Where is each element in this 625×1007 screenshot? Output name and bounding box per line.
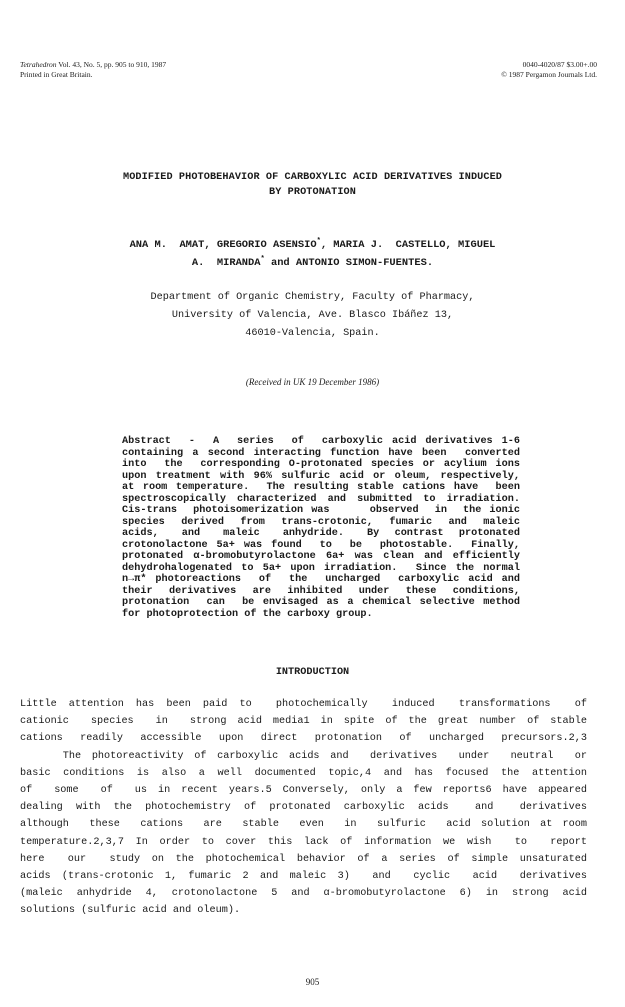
abstract-line: protonated α-bromobutyrolactone 6a+ was clean and efficiently [122, 551, 520, 562]
abstract-line: for photoprotection of the carboxy group. [122, 608, 373, 620]
abstract-line: species derived from trans-crotonic, fumaric and maleic [122, 516, 520, 528]
title-line-2: BY PROTONATION [269, 187, 356, 198]
abstract-line: at room temperature. The resulting stable cations have been [122, 482, 520, 493]
authors-line-2a: A. MIRANDA [191, 257, 261, 269]
body-line: although these cations are stable even in sulfuric acid solution at room [20, 819, 587, 831]
corresponding-mark-2: * [260, 255, 265, 264]
body-line: of some of us in recent years.5 Conversely, only a few reports6 have appeared [20, 785, 587, 797]
introduction-body [20, 696, 587, 920]
abstract-line: n→π* photoreactions of the uncharged carboxylic acid and [122, 574, 520, 585]
affiliation [0, 289, 625, 343]
received-date: (Received in UK 19 December 1986) [245, 377, 380, 387]
authors-line-1a: ANA M. AMAT, GREGORIO ASENSIO [129, 239, 317, 251]
body-line: cations readily accessible upon direct protonation of uncharged precursors.2,3 [20, 733, 587, 745]
copyright-line: © 1987 Pergamon Journals Ltd. [501, 70, 597, 79]
body-line: The photoreactivity of carboxylic acids and derivatives under neutral or [20, 750, 587, 762]
journal-header-right [501, 60, 597, 80]
abstract-line: dehydrohalogenated to 5a+ upon irradiation. Since the normal [122, 562, 520, 574]
corresponding-mark-1: * [316, 237, 321, 246]
abstract-line: Abstract - A series of carboxylic acid derivatives 1-6 [122, 436, 520, 447]
paper-title [0, 170, 625, 200]
body-line: here our study on the photochemical behavior of a series of simple unsaturated [20, 853, 587, 865]
affiliation-line-1: Department of Organic Chemistry, Faculty of Pharmacy, [150, 292, 475, 303]
body-line: cationic species in strong acid media1 in spite of the great number of stable [20, 716, 587, 728]
abstract-line: upon treatment with 96% sulfuric acid or oleum, respectively, [122, 470, 520, 482]
body-line: solutions (sulfuric acid and oleum). [20, 905, 241, 917]
authors-line-2b: and ANTONIO SIMON-FUENTES. [264, 257, 434, 269]
affiliation-line-2: University of Valencia, Ave. Blasco Ibáñez 13, [171, 310, 454, 321]
printed-note: Printed in Great Britain. [20, 70, 93, 79]
abstract-line: protonation can be envisaged as a chemical selective method [122, 597, 520, 608]
abstract-line: into the corresponding O-protonated species or acylium ions [122, 459, 520, 470]
abstract [122, 436, 520, 620]
abstract-line: acids, and maleic anhydride. By contrast protonated [122, 528, 520, 539]
abstract-line: crotonolactone 5a+ was found to be photostable. Finally, [122, 539, 520, 551]
authors-line-1b: , MARIA J. CASTELLO, MIGUEL [320, 239, 496, 251]
abstract-line: their derivatives are inhibited under these conditions, [122, 585, 520, 597]
abstract-line: Cis-trans photoisomerization was observed in the ionic [122, 505, 520, 516]
body-line: acids (trans-crotonic 1, fumaric 2 and maleic 3) and cyclic acid derivatives [20, 871, 587, 883]
abstract-line: containing a second interacting function have been converted [122, 447, 520, 459]
body-line: Little attention has been paid to photochemically induced transformations of [20, 699, 587, 710]
body-line: basic conditions is also a well documented topic,4 and has focused the attention [20, 767, 587, 779]
body-line: (maleic anhydride 4, crotonolactone 5 and α-bromobutyrolactone 6) in strong acid [20, 888, 587, 900]
page-number: 905 [305, 977, 320, 987]
author-list [0, 236, 625, 272]
body-line: dealing with the photochemistry of protonated carboxylic acids and derivatives [20, 802, 587, 814]
affiliation-line-3: 46010-Valencia, Spain. [245, 328, 380, 339]
abstract-line: spectroscopically characterized and submitted to irradiation. [122, 493, 520, 505]
volume-info: Vol. 43, No. 5, pp. 905 to 910, 1987 [58, 60, 167, 69]
journal-header-left [20, 60, 166, 80]
price-code: 0040-4020/87 $3.00+.00 [522, 60, 597, 69]
section-heading-introduction: INTRODUCTION [275, 667, 350, 678]
journal-name: Tetrahedron [20, 60, 57, 69]
body-line: temperature.2,3,7 In order to cover this lack of information we wish to report [20, 836, 587, 848]
title-line-1: MODIFIED PHOTOBEHAVIOR OF CARBOXYLIC ACID DERIVATIVES INDUCED [122, 172, 503, 183]
